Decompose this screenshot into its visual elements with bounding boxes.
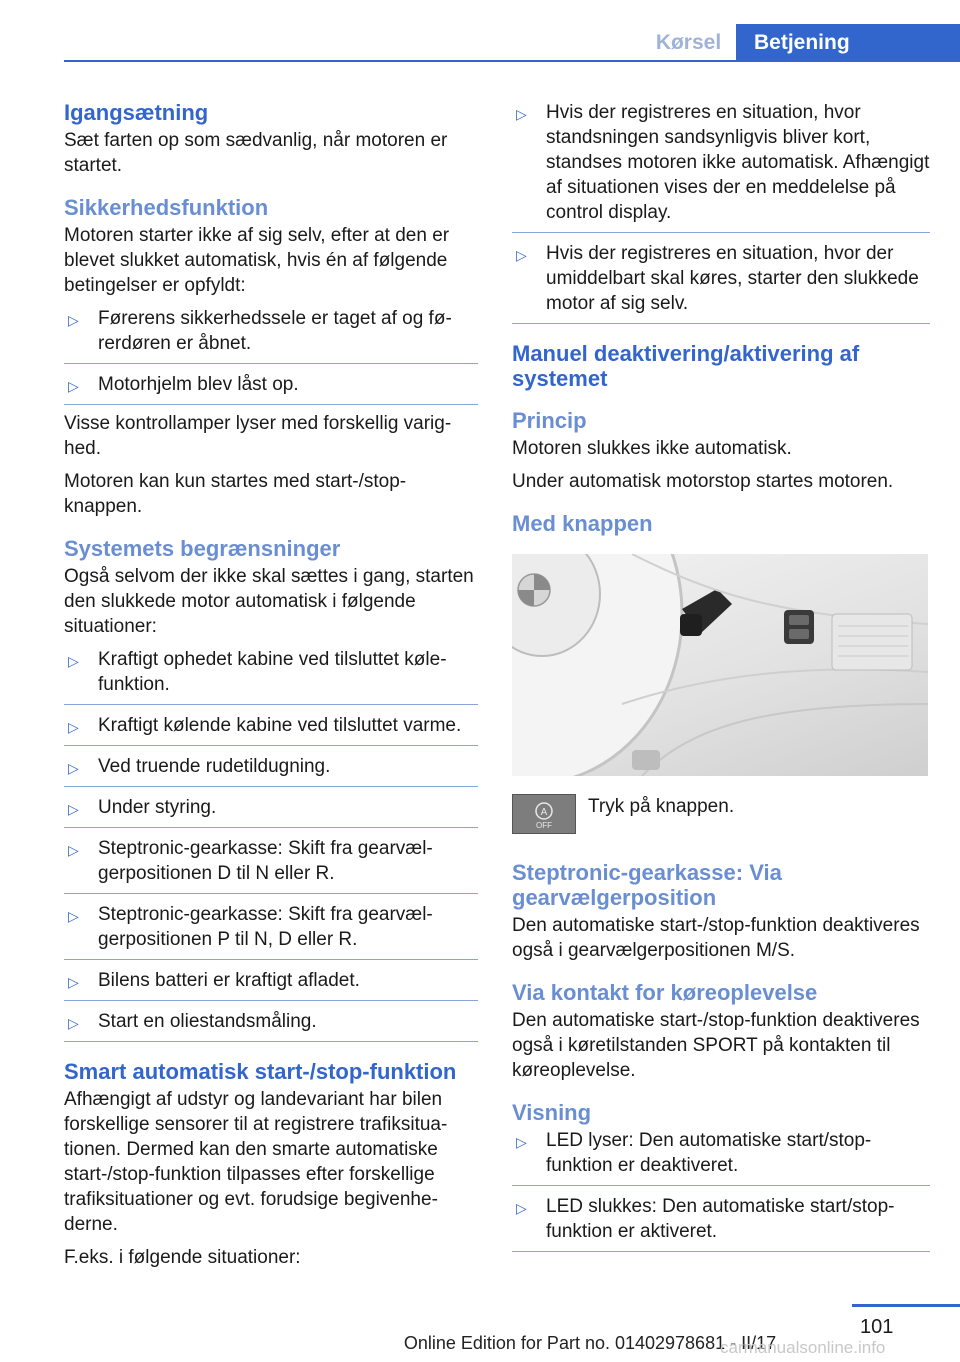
header-rule: [64, 60, 960, 62]
left-column: [64, 100, 478, 1278]
igangsaetning-text: Sæt farten op som sædvanlig, når motoren er startet.: [64, 130, 448, 176]
list-item-text: Hvis der registreres en situation, hvor der umiddelbart skal køres, starter den slukkede motor af sig selv.: [546, 243, 919, 314]
list-item: [512, 1128, 930, 1186]
list-item-text: Ved truende rudetildugning.: [98, 756, 331, 777]
heading-kontakt-koereoplevelse: Via kontakt for køreoplevelse: [512, 980, 818, 1005]
sikkerhed-list: [64, 306, 478, 405]
steptronic-text: Den automatiske start-/stop-funktion deaktiveres også i gearvælgerpositionen M/S.: [512, 915, 920, 961]
page-number: 101: [860, 1316, 894, 1338]
heading-steptronic: Steptronic-gearkasse: Via gearvælgerposition: [512, 860, 782, 910]
list-item: [64, 968, 478, 1001]
list-item: [512, 1194, 930, 1252]
list-item: [64, 647, 478, 705]
startknap-text: Motoren kan kun startes med start-/stop-knappen.: [64, 471, 407, 517]
list-item: [64, 902, 478, 960]
list-item-text: LED lyser: Den automatiske start/stop-funktion er deaktiveret.: [546, 1130, 872, 1176]
triangle-bullet-icon: ▷: [516, 247, 527, 263]
triangle-bullet-icon: ▷: [68, 908, 79, 924]
smart-text: Afhængigt af udstyr og landevariant har bilen forskellige sensorer til at registrere trafiksituationen. Dermed kan den smarte automatiske start-/stop-funktion tilpasses efter forskellige trafiksituationer og evt. forudsige begivenhederne.: [64, 1089, 448, 1235]
tab-korsel: Kørsel: [655, 31, 722, 54]
heading-visning: Visning: [512, 1100, 592, 1125]
svg-text:A: A: [540, 807, 548, 818]
list-item-text: Steptronic-gearkasse: Skift fra gearvælgerpositionen D til N eller R.: [98, 838, 433, 884]
triangle-bullet-icon: ▷: [68, 1015, 79, 1031]
dashboard-illustration: [512, 554, 928, 776]
heading-princip: Princip: [512, 408, 587, 433]
list-item: [64, 795, 478, 828]
triangle-bullet-icon: ▷: [68, 312, 79, 328]
list-item-text: Steptronic-gearkasse: Skift fra gearvælgerpositionen P til N, D eller R.: [98, 904, 433, 950]
triangle-bullet-icon: ▷: [68, 760, 79, 776]
auto-start-stop-button-icon: [512, 794, 576, 834]
begraensninger-intro: Også selvom der ikke skal sættes i gang, starten den slukkede motor automatisk i følgende situationer:: [64, 566, 474, 637]
right-column: [512, 100, 930, 1258]
triangle-bullet-icon: ▷: [68, 842, 79, 858]
button-caption-row: [512, 794, 930, 834]
list-item: [64, 306, 478, 364]
list-item-text: Førerens sikkerhedssele er taget af og førerdøren er åbnet.: [98, 308, 452, 354]
list-item-text: Kraftigt kølende kabine ved tilsluttet varme.: [98, 715, 462, 736]
list-item-text: Under styring.: [98, 797, 217, 818]
list-item: [64, 836, 478, 894]
triangle-bullet-icon: ▷: [68, 653, 79, 669]
smart-example-text: F.eks. i følgende situationer:: [64, 1247, 301, 1268]
list-item-text: Start en oliestandsmåling.: [98, 1011, 317, 1032]
princip-text-2: Under automatisk motorstop startes motoren.: [512, 471, 894, 492]
triangle-bullet-icon: ▷: [68, 378, 79, 394]
footer-rule: [852, 1304, 960, 1307]
triangle-bullet-icon: ▷: [68, 974, 79, 990]
begraensninger-list: [64, 647, 478, 1042]
triangle-bullet-icon: ▷: [516, 1200, 527, 1216]
list-item: [512, 241, 930, 324]
tab-betjening: Betjening: [736, 24, 960, 62]
triangle-bullet-icon: ▷: [516, 106, 527, 122]
triangle-bullet-icon: ▷: [516, 1134, 527, 1150]
watermark: carmanualsonline.info: [720, 1338, 886, 1357]
heading-med-knappen: Med knappen: [512, 511, 653, 536]
list-item-text: LED slukkes: Den automatiske start/stop-funktion er aktiveret.: [546, 1196, 895, 1242]
list-item-text: Motorhjelm blev låst op.: [98, 374, 299, 395]
list-item: [512, 100, 930, 233]
list-item: [64, 372, 478, 405]
svg-text:OFF: OFF: [536, 821, 552, 830]
sikkerhed-intro: Motoren starter ikke af sig selv, efter at den er blevet slukket automatisk, hvis én af følgende betingelser er opfyldt:: [64, 225, 450, 296]
button-caption: Tryk på knappen.: [588, 796, 735, 817]
list-item-text: Hvis der registreres en situation, hvor standsningen sandsynligvis bliver kort, standses motoren ikke automatisk. Afhængigt af situationen vises der en meddelelse på control display.: [546, 102, 930, 223]
dashboard-drawing: [512, 554, 928, 776]
list-item: [64, 754, 478, 787]
heading-smart-start-stop: Smart automatisk start-/stop-funktion: [64, 1059, 457, 1084]
princip-text-1: Motoren slukkes ikke automatisk.: [512, 438, 792, 459]
heading-begraensninger: Systemets begrænsninger: [64, 536, 341, 561]
list-item-text: Kraftigt ophedet kabine ved tilsluttet kølefunktion.: [98, 649, 447, 695]
triangle-bullet-icon: ▷: [68, 801, 79, 817]
edition-footer: Online Edition for Part no. 01402978681 - II/17: [403, 1333, 777, 1353]
triangle-bullet-icon: ▷: [68, 719, 79, 735]
list-item-text: Bilens batteri er kraftigt afladet.: [98, 970, 360, 991]
list-item: [64, 713, 478, 746]
kontrollamper-text: Visse kontrollamper lyser med forskellig varighed.: [64, 413, 452, 459]
kontakt-text: Den automatiske start-/stop-funktion deaktiveres også i køretilstanden SPORT på kontakten til køreoplevelse.: [512, 1010, 920, 1081]
smart-situations-list: [512, 100, 930, 324]
heading-manuel-deaktivering: Manuel deaktivering/aktivering af systemet: [512, 341, 860, 391]
list-item: [64, 1009, 478, 1042]
heading-sikkerhedsfunktion: Sikkerhedsfunktion: [64, 195, 269, 220]
heading-igangsaetning: Igangsætning: [64, 100, 209, 125]
visning-list: [512, 1128, 930, 1252]
